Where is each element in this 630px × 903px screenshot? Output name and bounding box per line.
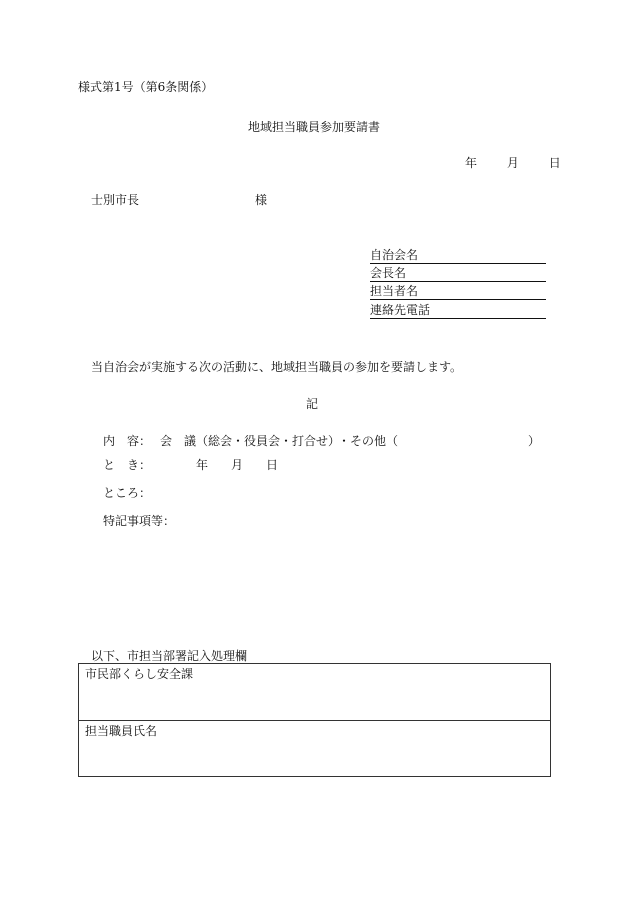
date-month: 月 (506, 156, 519, 170)
content-label: 内 容： (103, 434, 152, 448)
field-chairman-name[interactable] (370, 266, 546, 282)
field-label: 自治会名 (370, 248, 419, 262)
date-day: 日 (548, 156, 561, 170)
time-month: 月 (231, 458, 244, 472)
field-contact-person[interactable] (370, 284, 546, 300)
content-option-meeting[interactable]: 会 議（総会・役員会・打合せ） (160, 434, 341, 448)
office-processing-table (78, 663, 551, 777)
field-label: 連絡先電話 (370, 303, 431, 317)
field-phone[interactable] (370, 303, 546, 319)
notes-label: 特記事項等： (103, 514, 176, 528)
place-label: ところ： (103, 486, 152, 500)
field-label: 担当者名 (370, 284, 419, 298)
office-row-label: 担当職員氏名 (85, 724, 158, 738)
time-label: と き： (103, 458, 152, 472)
date-line (465, 157, 561, 169)
field-label: 会長名 (370, 266, 407, 280)
time-year: 年 (196, 458, 209, 472)
document-title: 地域担当職員参加要請書 (248, 120, 381, 134)
time-day: 日 (266, 458, 279, 472)
field-association-name[interactable] (370, 248, 546, 264)
request-statement: 当自治会が実施する次の活動に、地域担当職員の参加を要請します。 (91, 360, 463, 374)
date-year: 年 (465, 156, 478, 170)
addressee-honorific: 様 (255, 193, 268, 207)
content-option-other[interactable]: ・その他（ (338, 434, 399, 448)
office-row-department[interactable] (79, 664, 550, 721)
ki-heading: 記 (306, 397, 319, 411)
office-row-label: 市民部くらし安全課 (85, 667, 194, 681)
content-close-paren: ） (528, 434, 541, 448)
office-row-staff-name[interactable] (79, 721, 550, 776)
office-section-caption: 以下、市担当部署記入処理欄 (91, 649, 248, 663)
addressee-name: 士別市長 (91, 193, 140, 207)
form-number: 様式第1号（第6条関係） (78, 80, 214, 94)
